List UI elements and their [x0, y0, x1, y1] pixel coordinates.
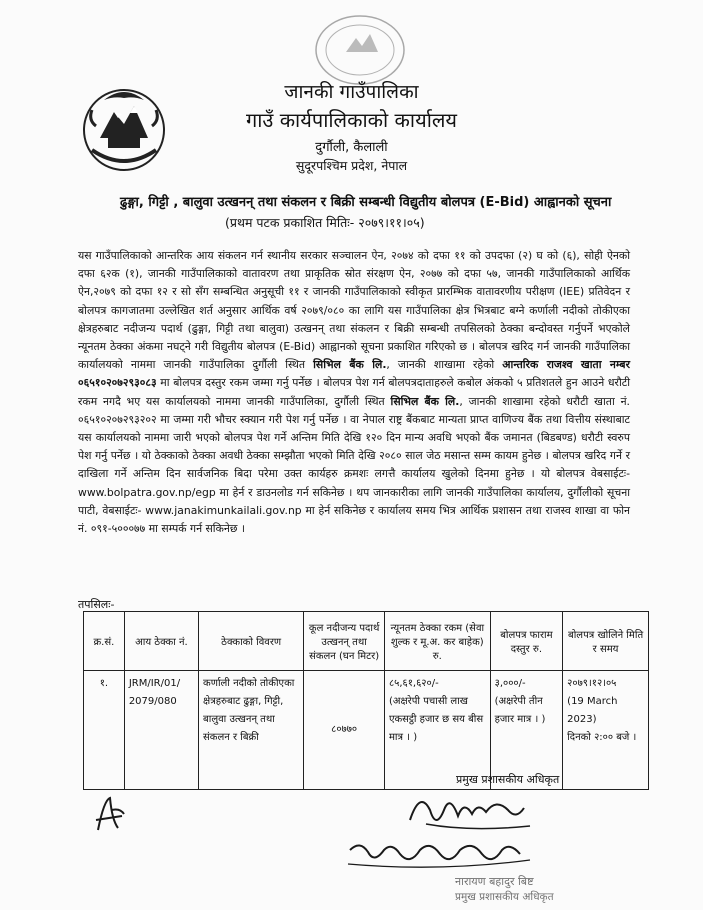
- notice-title: ढुङ्गा, गिट्टी , बालुवा उत्खनन् तथा संकलन र बिक्री सम्बन्धी विद्युतीय बोलपत्र (E-Bid) आह्वानको सूचना: [120, 195, 612, 210]
- office-type: गाउँ कार्यपालिकाको कार्यालय: [245, 108, 458, 132]
- office-location: दुर्गौली, कैलाली: [315, 140, 388, 155]
- body-part-3: मा बोलपत्र दस्तुर रकम जम्मा गर्नु पर्नेछ । बोलपत्र पेश गर्न बोलपत्रदाताहरुले कबोल अंकको ५ प्रतिशतले हुन आउने धरौटी रकम नगदै भए यस कार्यालयको नाममा जानकी गाउँपालिका, दुर्गौली स्थित: [78, 376, 630, 408]
- min-amount-words: (अक्षरेपी पचासी लाख एकसट्ठी हजार छ सय बीस मात्र । ): [388, 696, 484, 743]
- col-header-fee: बोलपत्र फाराम दस्तुर रु.: [490, 612, 563, 671]
- office-name: जानकी गाउँपालिका: [284, 81, 419, 103]
- col-header-contract-no: आय ठेक्का नं.: [124, 612, 198, 671]
- notice-body: [78, 247, 630, 538]
- province: सुदूरपश्चिम प्रदेश, नेपाल: [295, 158, 408, 173]
- table-row: [84, 671, 649, 790]
- cell-volume: ८०७७०: [304, 671, 385, 790]
- tender-table: [83, 611, 649, 790]
- col-header-sn: क्र.सं.: [84, 612, 125, 671]
- min-amount-figure: ८५,६१,६२०/-: [388, 678, 439, 689]
- signatory-role: प्रमुख प्रशासकीय अधिकृत: [456, 773, 560, 786]
- initials-signature-icon: [90, 790, 130, 840]
- body-part-1: यस गाउँपालिकाको आन्तरिक आय संकलन गर्न स्थानीय सरकार सञ्चालन ऐन, २०७४ को दफा ११ को उपदफा (२) घ को (६), सोही ऐनको दफा ६२क (१), जानकी गाउँपालिकाको वातावरण तथा प्राकृतिक स्रोत संरक्षण ऐन, २०७७ को दफा ५७, जानकी गाउँपालिकाको आर्थिक ऐन,२०७९ को दफा १२ र सो सँग सम्बन्धित अनुसूची ११ र जानकी गाउँपालिकाको स्वीकृत प्रारम्भिक वातावरणीय परीक्षण (IEE) प्रतिवेदन र बोलपत्र कागजातमा उल्लेखित शर्त अनुसार आर्थिक वर्ष २०७९/०८० का लागि यस गाउँपालिका क्षेत्र भित्रबाट बग्ने कर्णाली नदीको तोकीएका क्षेत्रहरुबाट नदीजन्य पदार्थ (ढुङ्गा, गिट्टी तथा बालुवा) उत्खनन् तथा संकलन र बिक्री सम्बन्धी तपसिलको ठेक्का बन्दोवस्त गर्नुपर्ने भएकोले न्यूनतम ठेक्का अंकमा नघट्ने गरी विद्युतीय बोलपत्र (E-Bid) आह्वानको सूचना प्रकाशित गरिएको छ । बोलपत्र खरिद गर्न जानकी गाउँपालिका कार्यालयको नाममा जानकी गाउँपालिका दुर्गौली स्थित: [78, 249, 630, 372]
- stamp-officer-name: नारायण बहादुर बिष्ट: [455, 875, 534, 888]
- cell-open-date: [563, 671, 649, 790]
- bank-name-2: सिभिल बैंक लि.: [390, 394, 460, 408]
- open-date-en: (19 March 2023): [567, 696, 618, 725]
- cell-contract-no: JRM/IR/01/ 2079/080: [124, 671, 198, 790]
- cell-sn: १.: [84, 671, 125, 790]
- col-header-min-amount: न्यूनतम ठेक्का रकम (सेवा शुल्क र मू.अ. कर बाहेक) रु.: [384, 612, 490, 671]
- open-time: दिनको २:०० बजे ।: [567, 732, 637, 743]
- stamp-officer-role: प्रमुख प्रशासकीय अधिकृत: [455, 891, 554, 903]
- col-header-volume: कूल नदीजन्य पदार्थ उत्खनन् तथा संकलन (घन मिटर): [304, 612, 385, 671]
- open-date-np: २०७९।१२।०५: [567, 678, 617, 689]
- cell-description: कर्णाली नदीको तोकीएका क्षेत्रहरुबाट ढुङ्गा, गिट्टी, बालुवा उत्खनन् तथा संकलन र बिक्री: [199, 671, 304, 790]
- account-number: आन्तरिक राजश्व खाता नम्बर ०६५१०२०७२९३०८३: [78, 358, 630, 390]
- table-caption: तपसिलः-: [78, 598, 115, 611]
- col-header-description: ठेक्काको विवरण: [199, 612, 304, 671]
- col-header-open-date: बोलपत्र खोलिने मिति र समय: [563, 612, 649, 671]
- fee-words: (अक्षरेपी तीन हजार मात्र । ): [494, 696, 546, 725]
- fee-figure: ३,०००/-: [494, 678, 526, 689]
- bank-name-1: सिभिल बैंक लि.: [313, 358, 387, 372]
- table-header-row: [84, 612, 649, 671]
- notice-subtitle: (प्रथम पटक प्रकाशित मितिः- २०७९।११।०५): [225, 215, 425, 230]
- body-part-4: , जानकी शाखामा रहेको धरौटी खाता नं. ०६५१०२०७२९३२०२ मा जम्मा गरी भौचर स्क्यान गरी पेश गर्नु पर्नेछ । वा नेपाल राष्ट्र बैंकबाट मान्यता प्राप्त वाणिज्य बैंक तथा वित्तीय संस्थाबाट यस कार्यालयको नाममा जारी भएको बोलपत्र पेश गर्ने अन्तिम मिति देखि १२० दिन मान्य अवधि भएको बैंक जमानत (बिडबण्ड) धरौटी स्वरुप पेश गर्नु पर्नेछ । यो ठेक्काको ठेक्का अवधी ठेक्का सम्झौता भएको मिति देखि २०८० साल जेठ मसान्त सम्म कायम हुनेछ । बोलपत्र खरिद गर्ने र दाखिला गर्ने अन्तिम दिन सार्वजनिक बिदा परेमा उक्त कार्यहरु क्रमशः लगत्तै कार्यालय खुलेको दिनमा हुनेछ । यो बोलपत्र वेबसाईटः- www.bolpatra.gov.np/egp मा हेर्न र डाउनलोड गर्न सकिनेछ । थप जानकारीका लागि जानकी गाउँपालिका कार्यालय, दुर्गौलीको सूचना पाटी, वेबसाईटः- www.janakimunkailali.gov.np मा हेर्न सकिनेछ र कार्यालय समय भित्र आर्थिक प्रशासन तथा राजस्व शाखा वा फोन नं. ०९१-५०००७७ मा सम्पर्क गर्न सकिनेछ ।: [78, 394, 630, 536]
- body-part-2: , जानकी शाखामा रहेको: [386, 358, 503, 372]
